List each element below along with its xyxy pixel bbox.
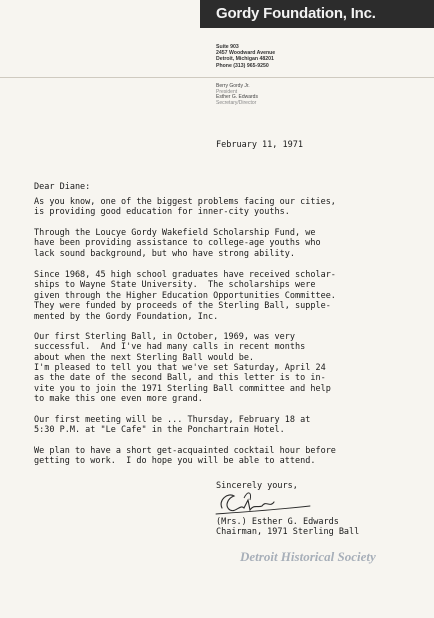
letterhead-officers xyxy=(216,84,258,106)
letter-salutation: Dear Diane: xyxy=(34,182,91,192)
officer-name: Esther G. Edwards xyxy=(216,94,258,101)
officer-title: Secretary/Director xyxy=(216,99,257,106)
letter-date: February 11, 1971 xyxy=(216,140,303,150)
address-line: Detroit, Michigan 48201 xyxy=(216,56,274,63)
letter-paragraph: Through the Loucye Gordy Wakefield Scholarship Fund, we have been providing assistance to college-age youths who lack sound background, but who have strong ability. xyxy=(34,228,321,259)
letter-paragraph: As you know, one of the biggest problems facing our cities, is providing good education for inner-city youths. xyxy=(34,197,336,218)
letterhead-banner xyxy=(200,0,434,28)
letter-paragraph: Our first meeting will be ... Thursday, February 18 at 5:30 P.M. at "Le Cafe" in the Ponchartrain Hotel. xyxy=(34,415,311,436)
letter-paragraph: I'm pleased to tell you that we've set Saturday, April 24 as the date of the second Ball, and this letter is to in- vite you to join the 1971 Sterling Ball committee and help to make this one even more grand. xyxy=(34,363,331,405)
archive-watermark: Detroit Historical Society xyxy=(240,549,376,564)
letterhead-divider xyxy=(0,77,434,78)
officer-title: President xyxy=(216,88,238,95)
address-line: 2457 Woodward Avenue xyxy=(216,50,276,57)
signer-name: (Mrs.) Esther G. Edwards xyxy=(216,517,339,527)
letter-closing: Sincerely yours, xyxy=(216,481,298,491)
org-name: Gordy Foundation, Inc. xyxy=(216,5,376,22)
letter-paragraph: We plan to have a short get-acquainted cocktail hour before getting to work. I do hope you will be able to attend. xyxy=(34,446,336,467)
signer-block xyxy=(216,517,359,538)
letter-paragraph: Since 1968, 45 high school graduates have received scholar- ships to Wayne State University. The scholarships were given through the Higher Education Opportunities Committee. They were funded by proceeds of the Sterling Ball, supple- mented by the Gordy Foundation, Inc. xyxy=(34,270,336,322)
signer-title: Chairman, 1971 Sterling Ball xyxy=(216,527,360,538)
address-line: Suite 903 xyxy=(216,44,239,50)
address-line: Phone (313) 965-9250 xyxy=(216,62,269,69)
officer-name: Berry Gordy Jr. xyxy=(216,83,250,89)
handwritten-signature xyxy=(214,486,314,520)
letterhead-address xyxy=(216,44,275,69)
letter-paragraph: Our first Sterling Ball, in October, 1969, was very successful. And I've had many calls in recent months about when the next Sterling Ball would be. xyxy=(34,332,306,363)
